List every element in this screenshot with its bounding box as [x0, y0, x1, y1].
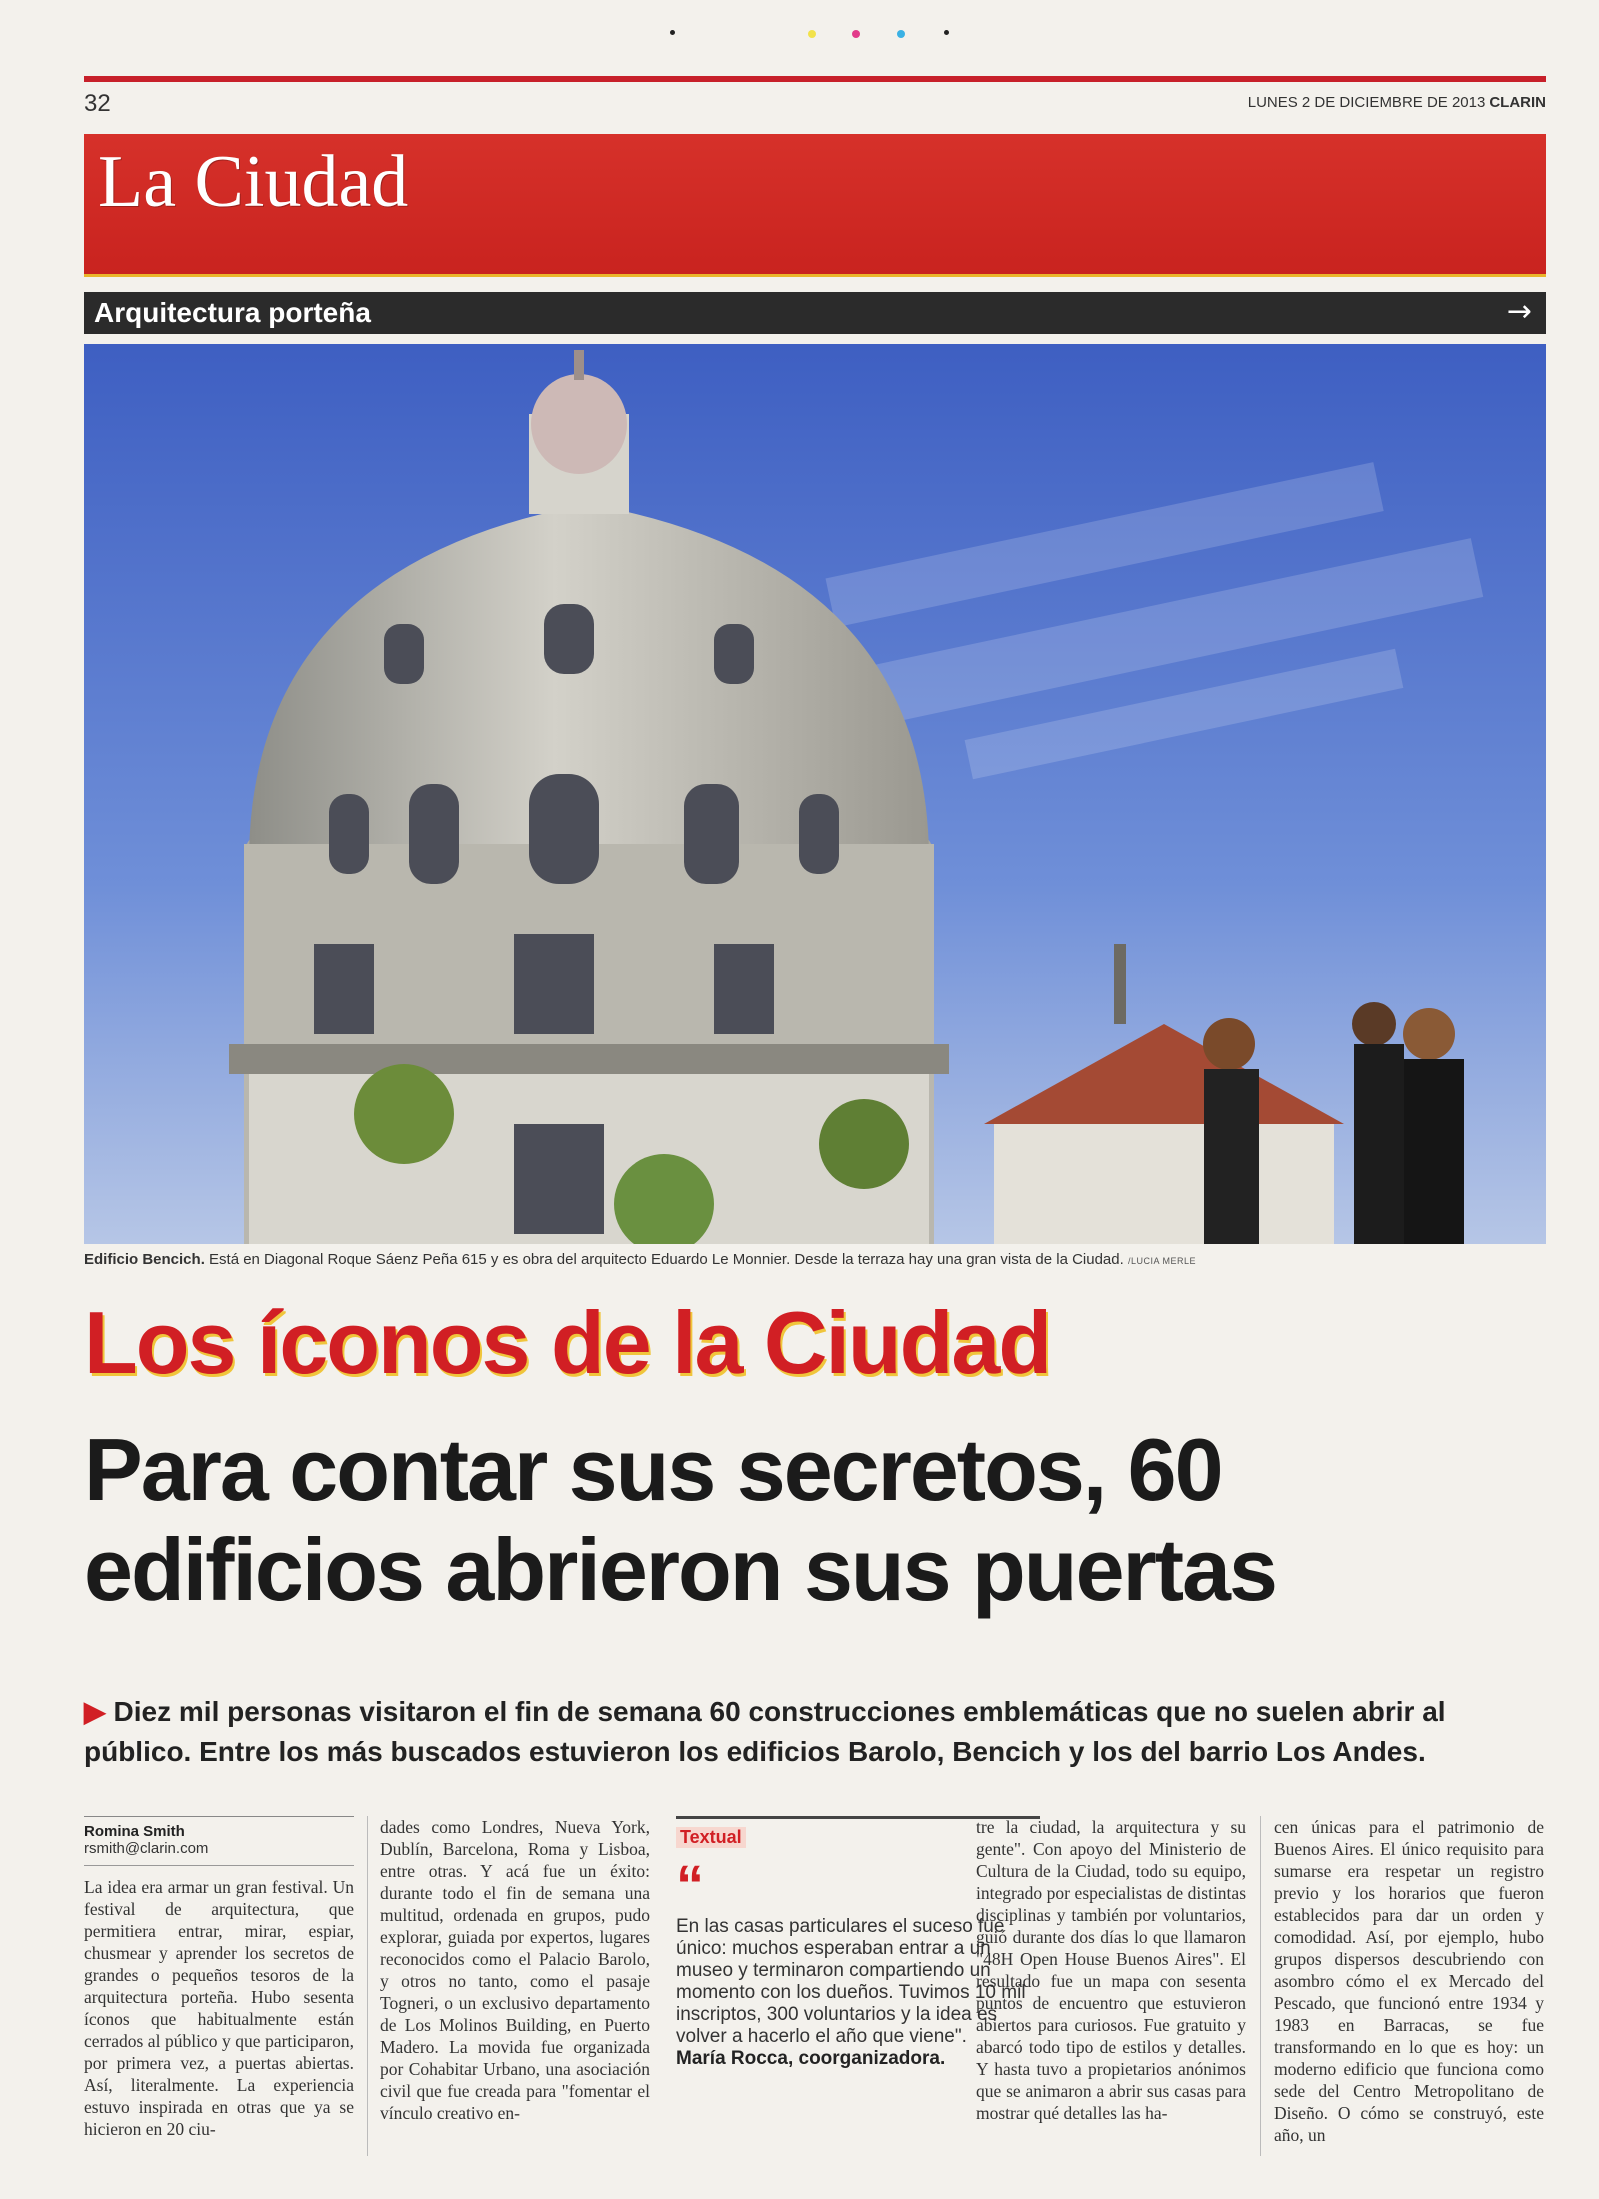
- registration-dot: [808, 30, 816, 38]
- article-body: [84, 1816, 1546, 2176]
- column-2: [380, 1816, 650, 2124]
- registration-dot: [897, 30, 905, 38]
- dateline: [1248, 94, 1546, 111]
- lead-photo: [84, 344, 1546, 1244]
- deck: [84, 1692, 1546, 1772]
- column-1: [84, 1816, 354, 2140]
- quote-label: Textual: [676, 1827, 746, 1848]
- caption-text: Está en Diagonal Roque Sáenz Peña 615 y es obra del arquitecto Eduardo Le Monnier. Desde la terraza hay una gran vista de la Ciudad.: [204, 1251, 1124, 1268]
- section-title: La Ciudad: [98, 141, 409, 223]
- body-paragraph: dades como Londres, Nueva York, Dublín, Barcelona, Roma y Lisboa, entre otras. Y acá fue un éxito: durante todo el fin de semana una multitud, ordenada en grupos, pudo explorar, guiada por expertos, lugares reconocidos como el Palacio Barolo, y otros no tanto, como el pasaje Togneri, o un exclusivo departamento de Los Molinos Building, en Puerto Madero. La movida fue organizada por Cohabitar Urbano, una asociación civil que fue creada para "fomentar el vínculo creativo en-: [380, 1817, 650, 2123]
- byline-name: Romina Smith: [84, 1823, 185, 1840]
- date-text: LUNES 2 DE DICIEMBRE DE 2013: [1247, 94, 1486, 111]
- column-4: [976, 1816, 1246, 2124]
- section-banner: [84, 134, 1546, 277]
- column-separator: [367, 1816, 368, 2156]
- kicker-headline: Los íconos de la Ciudad: [84, 1293, 1051, 1392]
- byline-rule: [84, 1816, 354, 1817]
- quote-text: En las casas particulares el suceso fue único: muchos esperaban entrar a un museo y terminaron compartiendo un momento con los dueños. Tuvimos 10 mil inscriptos, 300 voluntarios y la idea es volver a hacerlo el año que viene".: [676, 1916, 1026, 2047]
- quote-mark-icon: “: [676, 1853, 704, 1916]
- photo-credit: /LUCIA MERLE: [1127, 1256, 1196, 1266]
- deck-text: Diez mil personas visitaron el fin de semana 60 construcciones emblemáticas que no suelen abrir al público. Entre los más buscados estuvieron los edificios Barolo, Bencich y los del barrio Los Andes.: [84, 1696, 1446, 1767]
- byline-divider: [84, 1865, 354, 1866]
- column-separator: [1260, 1816, 1261, 2156]
- folio: [84, 88, 1546, 124]
- top-rule: [84, 76, 1546, 82]
- column-5: [1274, 1816, 1544, 2146]
- registration-dot: [670, 30, 675, 35]
- print-registration-marks: [0, 30, 1599, 48]
- byline-email[interactable]: rsmith@clarin.com: [84, 1840, 209, 1857]
- subsection-title: Arquitectura porteña: [94, 297, 371, 328]
- body-paragraph: cen únicas para el patrimonio de Buenos Aires. El único requisito para sumarse era respetar un registro previo y los horarios que fueron establecidos para dar un orden y comodidad. Así, por ejemplo, hubo grupos dispersos descubriendo con asombro cómo el ex Mercado del Pescado, que funcionó entre 1934 y 1983 en Barracas, se fue transformando en lo que es hoy: un moderno edificio que funciona como sede del Centro Metropolitano de Diseño. O cómo se construyó, este año, un: [1274, 1817, 1544, 2145]
- registration-dot: [852, 30, 860, 38]
- body-paragraph: tre la ciudad, la arquitectura y su gente". Con apoyo del Ministerio de Cultura de la Ciudad, todo su equipo, integrado por especialistas de distintas disciplinas y también por voluntarios, guió durante dos días lo que llamaron "48H Open House Buenos Aires". El resultado fue un mapa con sesenta puntos de encuentro que estuvieron abiertos para curiosos. Fue gratuito y abarcó todo tipo de estilos y detalles. Y hasta tuvo a propietarios anónimos que se animaron a abrir sus casas para mostrar qué detalles las ha-: [976, 1817, 1246, 2123]
- subsection-bar[interactable]: [84, 292, 1546, 334]
- caption-lead: Edificio Bencich.: [84, 1251, 205, 1268]
- publication-name: CLARIN: [1489, 94, 1546, 111]
- triangle-bullet-icon: ▶: [84, 1696, 106, 1727]
- photo-caption: [84, 1251, 1546, 1268]
- photo-illustration: [84, 344, 1546, 1244]
- registration-dot: [944, 30, 949, 35]
- page-number: 32: [84, 90, 111, 117]
- headline: Para contar sus secretos, 60 edificios abrieron sus puertas: [84, 1420, 1276, 1619]
- body-paragraph: La idea era armar un gran festival. Un festival de arquitectura, que permitiera entrar, mirar, espiar, chusmear y aprender los secretos de grandes o pequeños tesoros de la arquitectura porteña. Hubo sesenta íconos que habitualmente están cerrados al público y que participaron, por primera vez, a puertas abiertas. Así, literalmente. La experiencia estuvo inspirada en otras que ya se hicieron en 20 ciu-: [84, 1877, 354, 2139]
- quote-author: María Rocca, coorganizadora.: [676, 2048, 946, 2069]
- arrow-right-icon: →: [1506, 294, 1532, 329]
